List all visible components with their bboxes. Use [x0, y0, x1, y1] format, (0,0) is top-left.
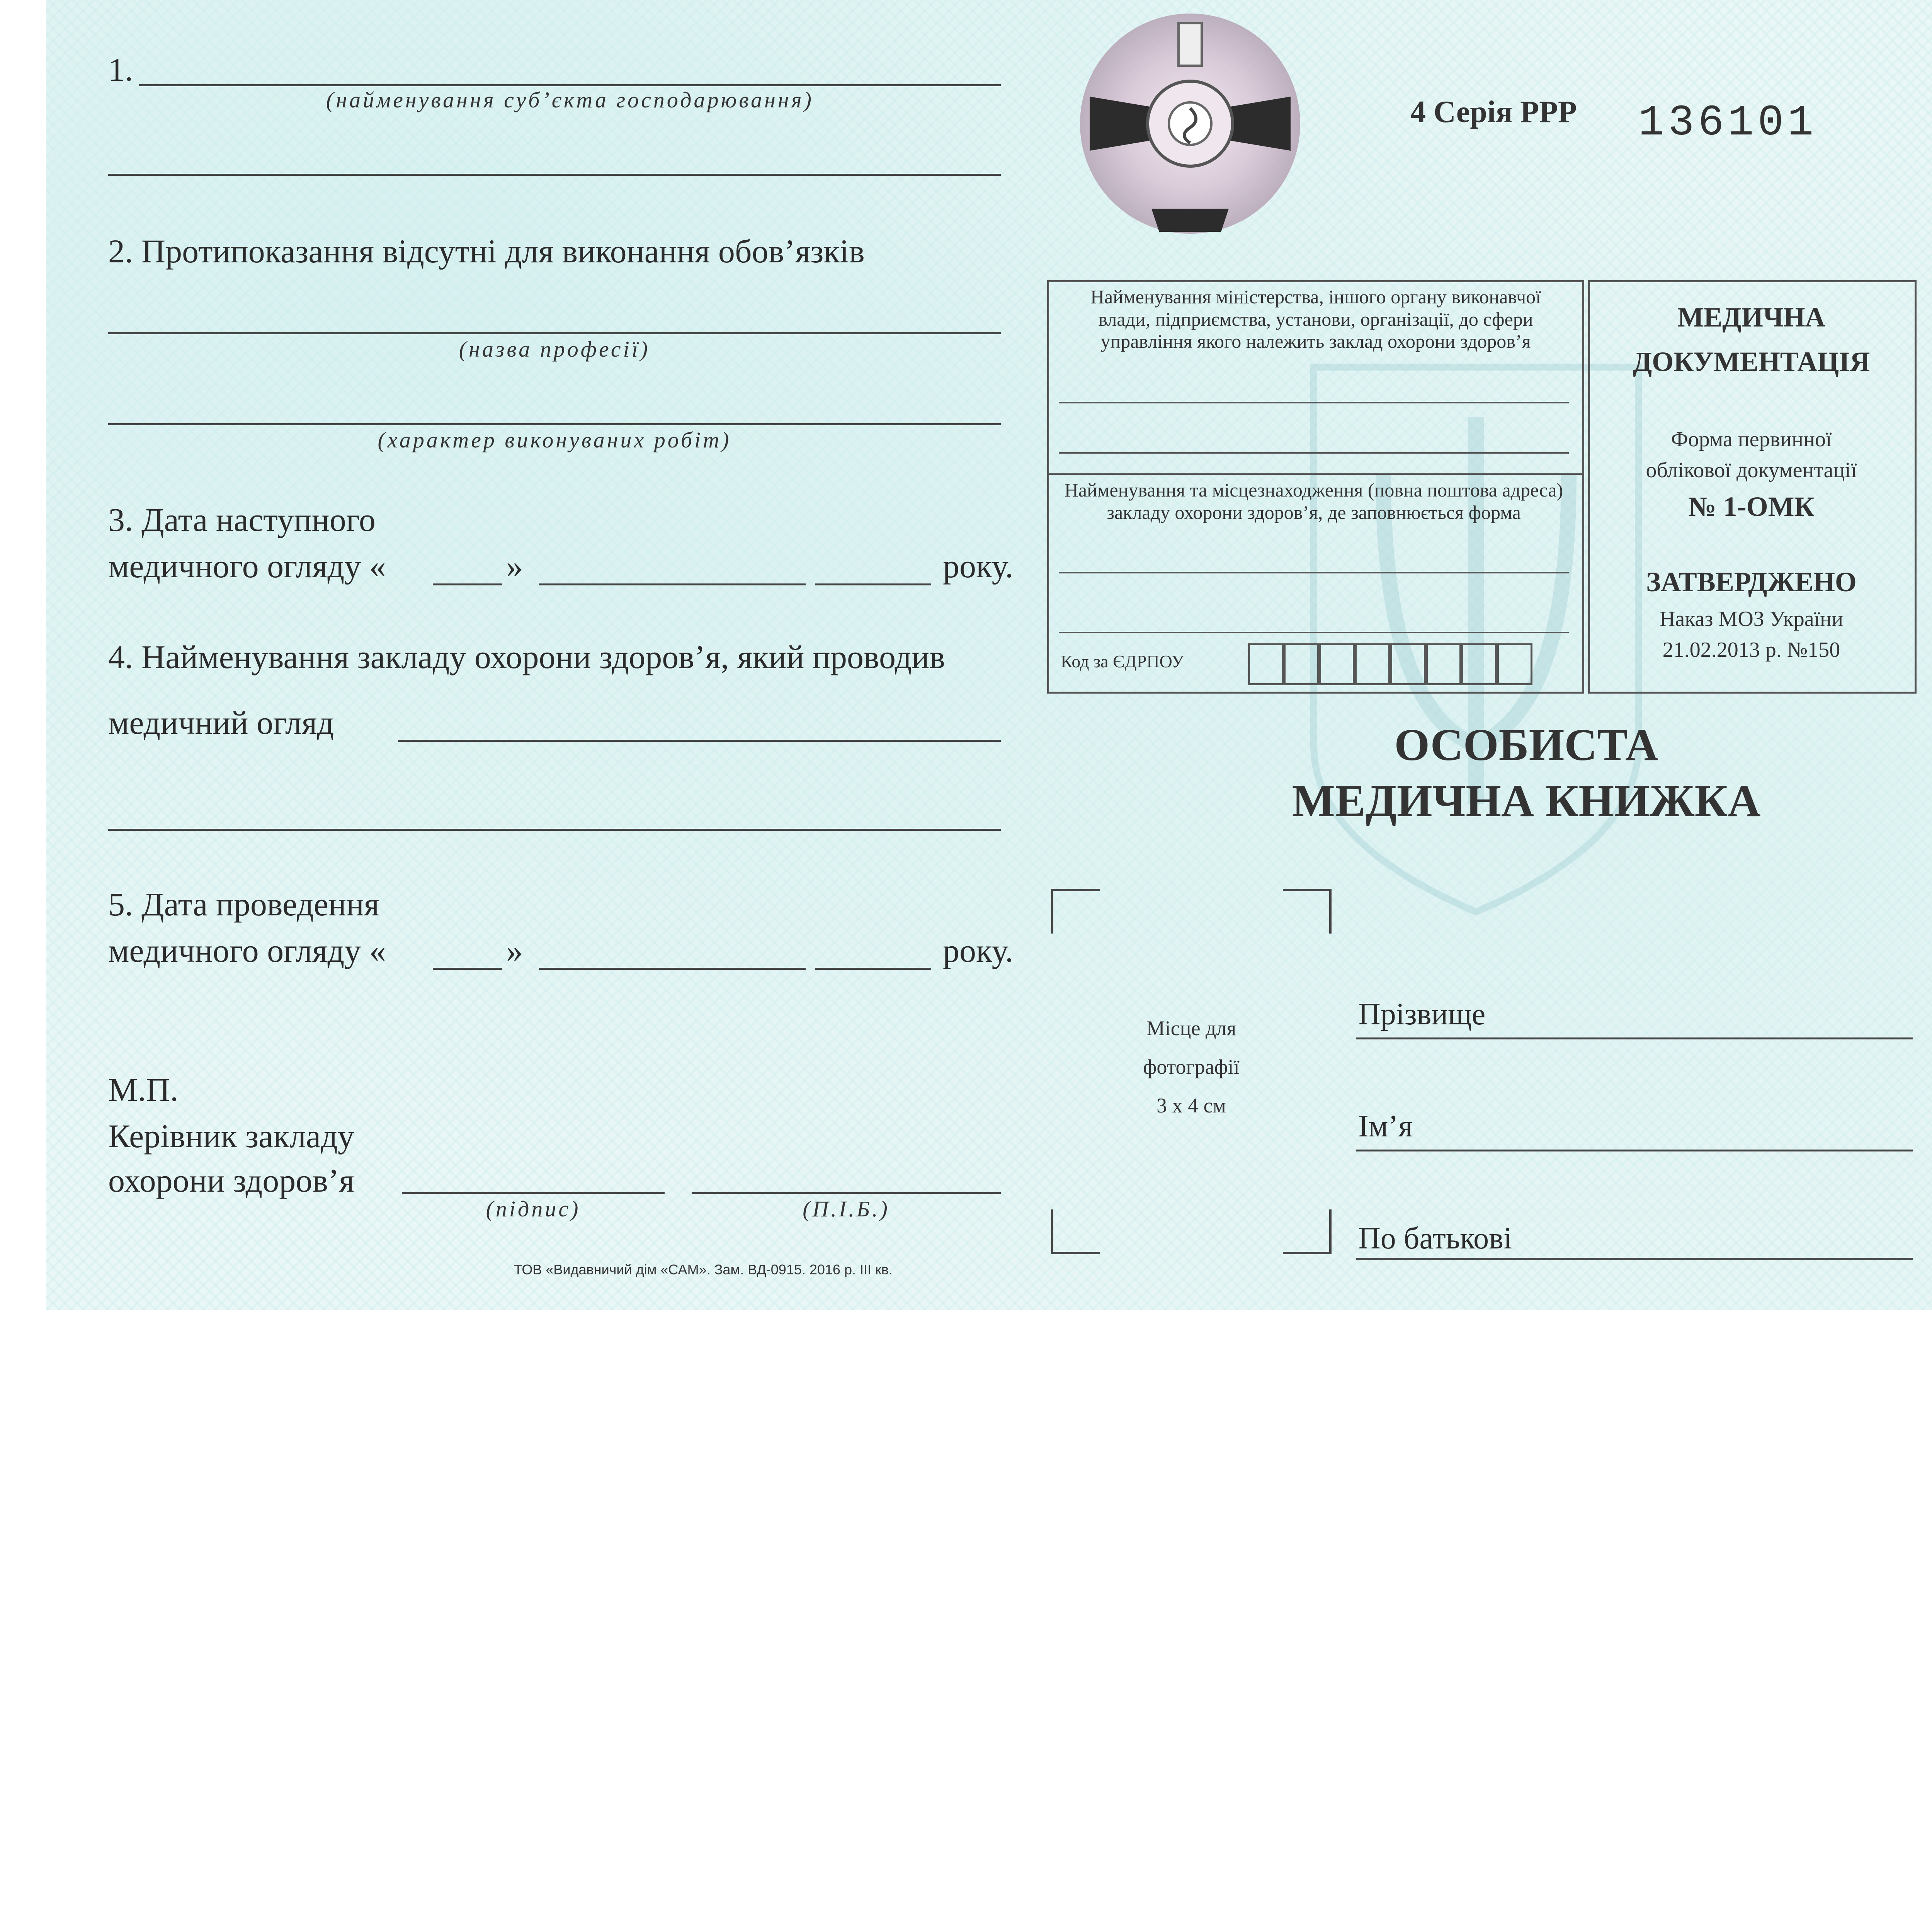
name-label: Ім’я: [1358, 1109, 1413, 1143]
form-number: № 1-ОМК: [1688, 491, 1815, 522]
document-sheet: [46, 0, 1932, 1310]
head-label-1: Керівник закладу: [108, 1117, 354, 1155]
publisher-imprint: ТОВ «Видавничий дім «САМ». Зам. ВД-0915. 2016 р. III кв.: [514, 1262, 893, 1277]
ministry-box-text: Найменування міністерства, іншого органу виконавчої влади, підприємства, установи, організації, до сфери управління якого належить заклад охорони здоров’я: [1090, 286, 1541, 352]
surname-field[interactable]: [1356, 1037, 1913, 1039]
form-line1: Форма первинної: [1671, 427, 1832, 451]
stamp-label: М.П.: [108, 1071, 179, 1108]
address-field-1[interactable]: [1059, 572, 1569, 573]
form-line2: облікової документації: [1646, 458, 1857, 482]
patronymic-field[interactable]: [1356, 1258, 1913, 1260]
work-character-caption: (характер виконуваних робіт): [378, 427, 731, 452]
exam-date-suffix: року.: [943, 932, 1014, 969]
serial-number: 136101: [1638, 99, 1818, 148]
order-line1: Наказ МОЗ України: [1659, 607, 1844, 631]
head-name-field[interactable]: [692, 1192, 1001, 1194]
facility-field[interactable]: [398, 740, 1001, 742]
approved-label: ЗАТВЕРДЖЕНО: [1646, 566, 1857, 597]
edrpou-label: Код за ЄДРПОУ: [1061, 651, 1184, 671]
photo-line1: Місце для: [1146, 1017, 1236, 1040]
facility-field-2[interactable]: [108, 829, 1001, 831]
photo-line3: 3 х 4 см: [1156, 1094, 1226, 1117]
name-field[interactable]: [1356, 1150, 1913, 1151]
subject-name-field[interactable]: [139, 84, 1001, 86]
exam-date-label: 5. Дата проведення: [108, 886, 379, 923]
box-divider: [1047, 473, 1582, 475]
next-exam-label: 3. Дата наступного: [108, 501, 376, 538]
series-label: 4 Серія РРР: [1410, 95, 1577, 129]
contraindications-label: 2. Протипоказання відсутні для виконання обов’язків: [108, 233, 865, 270]
order-line2: 21.02.2013 р. №150: [1662, 638, 1840, 662]
exam-year-field[interactable]: [815, 968, 931, 970]
patronymic-label: По батькові: [1358, 1221, 1512, 1255]
next-exam-month-field[interactable]: [539, 583, 806, 585]
med-doc-line2: ДОКУМЕНТАЦІЯ: [1633, 346, 1870, 377]
subject-name-field-2[interactable]: [108, 174, 1001, 176]
profession-field[interactable]: [108, 332, 1001, 334]
signature-caption: (підпис): [486, 1196, 581, 1221]
head-label-2: охорони здоров’я: [108, 1162, 355, 1199]
medical-doc-box: [1588, 280, 1917, 694]
exam-day-field[interactable]: [433, 968, 502, 970]
next-exam-prefix: медичного огляду «: [108, 548, 386, 585]
surname-label: Прізвище: [1358, 997, 1486, 1031]
facility-label: 4. Найменування закладу охорони здоров’я, який проводив: [108, 638, 945, 675]
hologram-emblem-icon: [1074, 8, 1306, 240]
next-exam-close-quote: »: [506, 548, 523, 585]
item1-number: 1.: [108, 51, 133, 88]
next-exam-year-field[interactable]: [815, 583, 931, 585]
exam-date-prefix: медичного огляду «: [108, 932, 386, 969]
ministry-field-1[interactable]: [1059, 402, 1569, 403]
next-exam-suffix: року.: [943, 548, 1014, 585]
title-line1: ОСОБИСТА: [1394, 719, 1658, 770]
med-doc-line1: МЕДИЧНА: [1677, 302, 1825, 333]
address-field-2[interactable]: [1059, 632, 1569, 633]
head-name-caption: (П.І.Б.): [803, 1196, 890, 1221]
signature-field[interactable]: [402, 1192, 665, 1194]
title-line2: МЕДИЧНА КНИЖКА: [1292, 776, 1761, 826]
subject-name-caption: (найменування суб’єкта господарювання): [326, 87, 814, 112]
exam-month-field[interactable]: [539, 968, 806, 970]
work-character-field[interactable]: [108, 423, 1001, 425]
profession-caption: (назва професії): [459, 337, 650, 362]
ministry-field-2[interactable]: [1059, 452, 1569, 454]
next-exam-day-field[interactable]: [433, 583, 502, 585]
facility-label-2: медичний огляд: [108, 704, 334, 741]
exam-date-close-quote: »: [506, 932, 523, 969]
address-box-text: Найменування та місцезнаходження (повна поштова адреса) закладу охорони здоров’я, де заповнюється форма: [1064, 479, 1563, 523]
photo-line2: фотографії: [1143, 1055, 1240, 1078]
